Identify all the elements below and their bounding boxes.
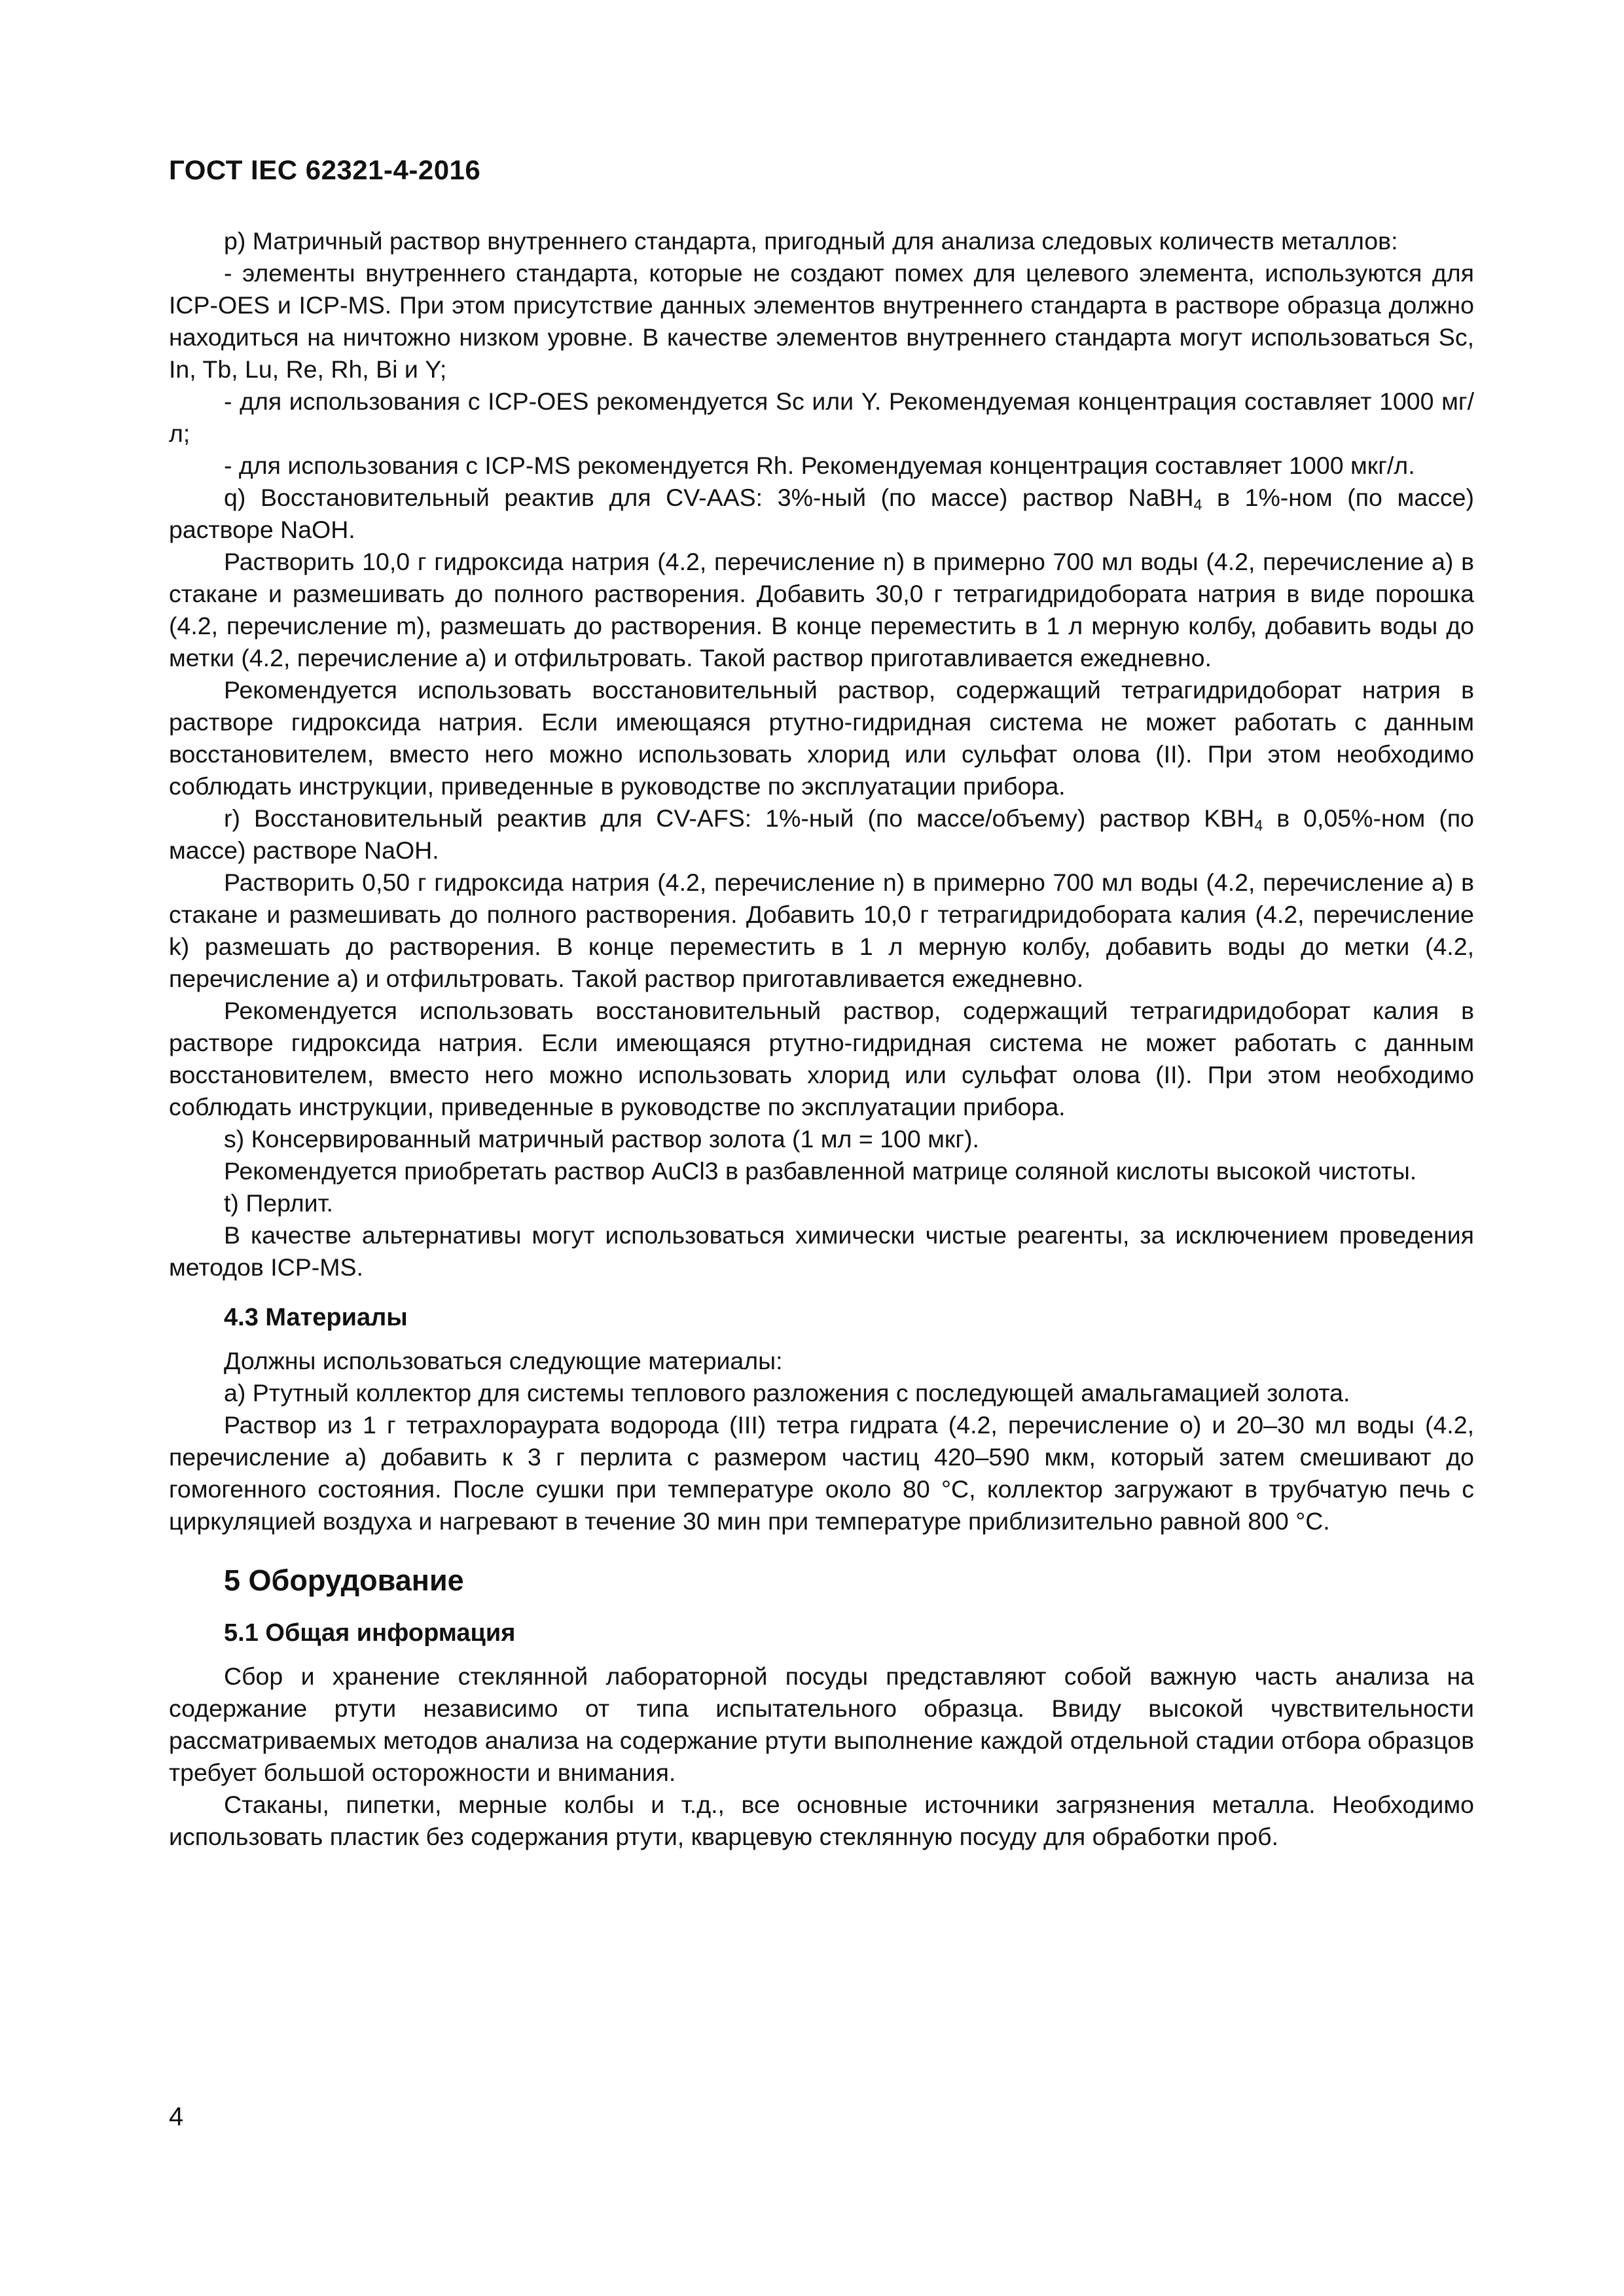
item-q-subscript: 4 [1193, 495, 1202, 513]
document-header: ГОСТ IEC 62321-4-2016 [169, 154, 481, 185]
item-p: p) Матричный раствор внутреннего стандарта, пригодный для анализа следовых количеств металлов: [224, 227, 1398, 255]
item-p-bullet-2: - для использования с ICP-OES рекомендуется Sc или Y. Рекомендуемая концентрация составляет 1000 мг/л; [169, 387, 1474, 447]
section-heading-4-3: 4.3 Материалы [224, 1304, 408, 1331]
section-heading-5-1: 5.1 Общая информация [224, 1619, 516, 1647]
item-s: s) Консервированный матричный раствор золота (1 мл = 100 мкг). [224, 1125, 979, 1153]
item-q-note: Рекомендуется использовать восстановительный раствор, содержащий тетрагидридоборат натрия в растворе гидроксида натрия. Если имеющаяся ртутно-гидридная система не может работать с данным восстановителем, вместо него можно использовать хлорид или сульфат олова (II). При этом необходимо соблюдать инструкции, приведенные в руководстве по эксплуатации прибора. [169, 676, 1474, 800]
item-r-note: Рекомендуется использовать восстановительный раствор, содержащий тетрагидридоборат калия в растворе гидроксида натрия. Если имеющаяся ртутно-гидридная система не может работать с данным восстановителем, вместо него можно использовать хлорид или сульфат олова (II). При этом необходимо соблюдать инструкции, приведенные в руководстве по эксплуатации прибора. [169, 997, 1474, 1121]
item-r-text: r) Восстановительный реактив для CV-AFS: 1%-ный (по массе/объему) раствор KBH [224, 804, 1255, 832]
item-r-subscript: 4 [1254, 816, 1263, 834]
item-q [169, 482, 1474, 546]
item-q-text-end: в 1%-ном (по массе) растворе NaOH. [169, 484, 1474, 543]
item-q-text: q) Восстановительный реактив для CV-AAS: 3%-ный (по массе) раствор NaBH [224, 484, 1194, 511]
alternative-note: В качестве альтернативы могут использоваться химически чистые реагенты, за исключением проведения методов ICP-MS. [169, 1221, 1474, 1281]
item-q-preparation: Растворить 10,0 г гидроксида натрия (4.2, перечисление n) в примерно 700 мл воды (4.2, перечисление a) в стакане и размешивать до полного растворения. Добавить 30,0 г тетрагидридобората натрия в виде порошка (4.2, перечисление m), размешать до растворения. В конце переместить в 1 л мерную колбу, добавить воды до метки (4.2, перечисление a) и отфильтровать. Такой раствор приготавливается ежедневно. [169, 548, 1474, 672]
item-r [169, 802, 1474, 867]
item-t: t) Перлит. [224, 1189, 333, 1217]
item-p-bullet-3: - для использования с ICP-MS рекомендуется Rh. Рекомендуемая концентрация составляет 1000 мкг/л. [224, 452, 1415, 479]
section-heading-5: 5 Оборудование [224, 1564, 464, 1597]
item-r-text-end: в 0,05%-ном (по массе) растворе NaOH. [169, 804, 1474, 864]
materials-item-a: a) Ртутный коллектор для системы теплового разложения с последующей амальгамацией золота. [224, 1379, 1350, 1407]
materials-intro: Должны использоваться следующие материалы: [224, 1347, 783, 1374]
page-number: 4 [169, 2102, 184, 2131]
general-info-paragraph-1: Сбор и хранение стеклянной лабораторной посуды представляют собой важную часть анализа на содержание ртути независимо от типа испытательного образца. Ввиду высокой чувствительности рассматриваемых методов анализа на содержание ртути выполнение каждой отдельной стадии отбора образцов требует большой осторожности и внимания. [169, 1662, 1474, 1786]
general-info-paragraph-2: Стаканы, пипетки, мерные колбы и т.д., все основные источники загрязнения металла. Необходимо использовать пластик без содержания ртути, кварцевую стеклянную посуду для обработки проб. [169, 1791, 1474, 1850]
item-s-note: Рекомендуется приобретать раствор AuCl3 в разбавленной матрице соляной кислоты высокой чистоты. [224, 1157, 1417, 1185]
item-p-bullet-1: - элементы внутреннего стандарта, которые не создают помех для целевого элемента, используются для ICP-OES и ICP-MS. При этом присутствие данных элементов внутреннего стандарта в растворе образца должно находиться на ничтожно низком уровне. В качестве элементов внутреннего стандарта могут использоваться Sc, In, Tb, Lu, Re, Rh, Bi и Y; [169, 259, 1474, 383]
document-body [169, 225, 1474, 1853]
materials-item-a-preparation: Раствор из 1 г тетрахлораурата водорода (III) тетра гидрата (4.2, перечисление o) и 20–30 мл воды (4.2, перечисление a) добавить к 3 г перлита с размером частиц 420–590 мкм, который затем смешивают до гомогенного состояния. После сушки при температуре около 80 °С, коллектор загружают в трубчатую печь с циркуляцией воздуха и нагревают в течение 30 мин при температуре приблизительно равной 800 °С. [169, 1411, 1474, 1535]
item-r-preparation: Растворить 0,50 г гидроксида натрия (4.2, перечисление n) в примерно 700 мл воды (4.2, перечисление a) в стакане и размешивать до полного растворения. Добавить 10,0 г тетрагидридобората калия (4.2, перечисление k) размешать до растворения. В конце переместить в 1 л мерную колбу, добавить воды до метки (4.2, перечисление a) и отфильтровать. Такой раствор приготавливается ежедневно. [169, 869, 1474, 992]
